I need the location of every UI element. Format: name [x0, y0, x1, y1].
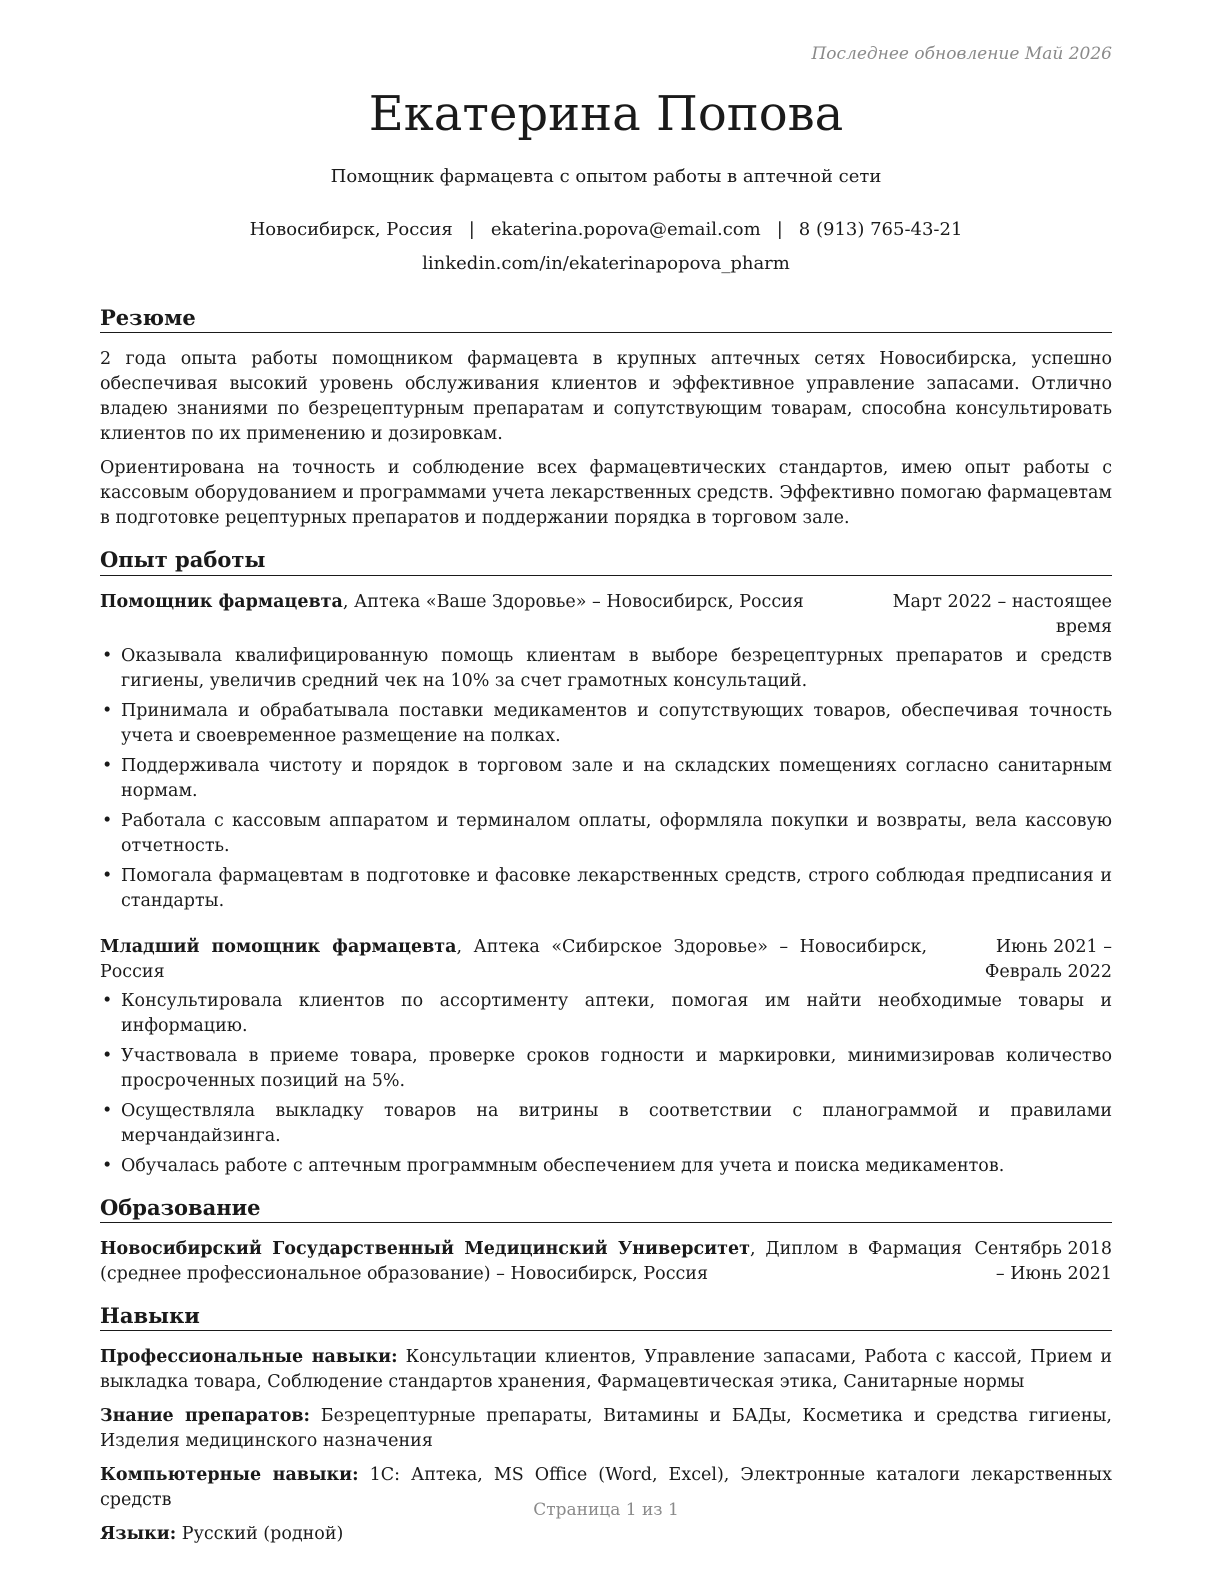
list-item: • Консультировала клиентов по ассортименту аптеки, помогая им найти необходимые товары и информацию.	[100, 989, 1112, 1039]
section-title-education: Образование	[100, 1195, 1112, 1223]
summary-paragraph: 2 года опыта работы помощником фармацевта в крупных аптечных сетях Новосибирска, успешно обеспечивая высокий уровень обслуживания клиентов и эффективное управление запасами. Отлично владею знаниями по безрецептурным препаратам и сопутствующим товарам, способна консультировать клиентов по их применению и дозировкам.	[100, 349, 1112, 445]
skill-value: Безрецептурные препараты, Витамины и БАДы, Косметика и средства гигиены, Изделия медицинского назначения	[100, 1406, 1112, 1451]
list-item: • Принимала и обрабатывала поставки медикаментов и сопутствующих товаров, обеспечивая точность учета и своевременное размещение на полках.	[100, 699, 1112, 749]
job-org: , Аптека «Сибирское Здоровье» – Новосибирск, Россия	[100, 936, 928, 982]
skill-row	[100, 1522, 1112, 1547]
job-bullets	[100, 644, 1112, 914]
candidate-name: Екатерина Попова	[368, 86, 844, 142]
list-item: • Осуществляла выкладку товаров на витрины в соответствии с планограммой и правилами мерчандайзинга.	[100, 1099, 1112, 1149]
candidate-headline: Помощник фармацевта с опытом работы в аптечной сети	[330, 166, 882, 187]
location: Новосибирск, Россия	[249, 219, 453, 240]
list-item: • Обучалась работе с аптечным программным обеспечением для учета и поиска медикаментов.	[100, 1154, 1112, 1179]
list-item: • Работала с кассовым аппаратом и терминалом оплаты, оформляла покупки и возвраты, вела кассовую отчетность.	[100, 809, 1112, 859]
job-header	[100, 935, 1112, 985]
skill-label: Профессиональные навыки:	[100, 1347, 398, 1367]
education-institution: Новосибирский Государственный Медицинский Университет	[100, 1238, 750, 1259]
contact-line	[100, 219, 1112, 240]
job-role: Помощник фармацевта	[100, 591, 343, 612]
list-item: • Помогала фармацевтам в подготовке и фасовке лекарственных средств, строго соблюдая предписания и стандарты.	[100, 864, 1112, 914]
job-entry	[100, 590, 1112, 914]
job-dates: Март 2022 – настоящее время	[892, 591, 1112, 637]
education-dates: Сентябрь 2018 – Июнь 2021	[974, 1238, 1112, 1284]
job-role: Младший помощник фармацевта	[100, 936, 457, 957]
summary-paragraph: Ориентирована на точность и соблюдение всех фармацевтических стандартов, имею опыт работы с кассовым оборудованием и программами учета лекарственных средств. Эффективно помогаю фармацевтам в подготовке рецептурных препаратов и поддержании порядка в торговом зале.	[100, 458, 1112, 529]
email-link[interactable]: ekaterina.popova@email.com	[490, 219, 761, 240]
list-item: • Участвовала в приеме товара, проверке сроков годности и маркировки, минимизировав количество просроченных позиций на 5%.	[100, 1044, 1112, 1094]
education-details: , Диплом в Фармация (среднее профессиональное образование) – Новосибирск, Россия	[100, 1238, 962, 1284]
skill-row	[100, 1345, 1112, 1395]
resume-page	[100, 0, 1112, 1584]
skill-label: Компьютерные навыки:	[100, 1465, 359, 1485]
last-updated: Последнее обновление Май 2026	[811, 44, 1112, 64]
skill-value: Консультации клиентов, Управление запасами, Работа с кассой, Прием и выкладка товара, Соблюдение стандартов хранения, Фармацевтическая этика, Санитарные нормы	[100, 1347, 1112, 1392]
job-dates: Июнь 2021 – Февраль 2022	[984, 936, 1112, 982]
resume-content	[100, 305, 1112, 1547]
summary-section	[100, 305, 1112, 531]
separator: |	[776, 219, 783, 240]
job-org: , Аптека «Ваше Здоровье» – Новосибирск, Россия	[342, 591, 804, 612]
skill-label: Знание препаратов:	[100, 1406, 311, 1426]
experience-section	[100, 547, 1112, 1178]
skill-value: 1С: Аптека, MS Office (Word, Excel), Электронные каталоги лекарственных средств	[100, 1465, 1112, 1510]
section-title-skills: Навыки	[100, 1303, 1112, 1331]
list-item: • Поддерживала чистоту и порядок в торговом зале и на складских помещениях согласно санитарным нормам.	[100, 754, 1112, 804]
education-entry	[100, 1237, 1112, 1287]
skill-row	[100, 1404, 1112, 1454]
skill-label: Языки:	[100, 1524, 177, 1544]
page-number: Страница 1 из 1	[533, 1500, 679, 1520]
phone: 8 (913) 765-43-21	[798, 219, 963, 240]
linkedin-link[interactable]: linkedin.com/in/ekaterinapopova_pharm	[422, 253, 790, 274]
separator: |	[468, 219, 475, 240]
job-bullets	[100, 989, 1112, 1179]
skill-value: Русский (родной)	[176, 1524, 344, 1544]
job-header	[100, 590, 1112, 640]
section-title-experience: Опыт работы	[100, 547, 1112, 575]
section-title-summary: Резюме	[100, 305, 1112, 333]
list-item: • Оказывала квалифицированную помощь клиентам в выборе безрецептурных препаратов и средств гигиены, увеличив средний чек на 10% за счет грамотных консультаций.	[100, 644, 1112, 694]
education-section	[100, 1195, 1112, 1287]
job-entry	[100, 935, 1112, 1179]
